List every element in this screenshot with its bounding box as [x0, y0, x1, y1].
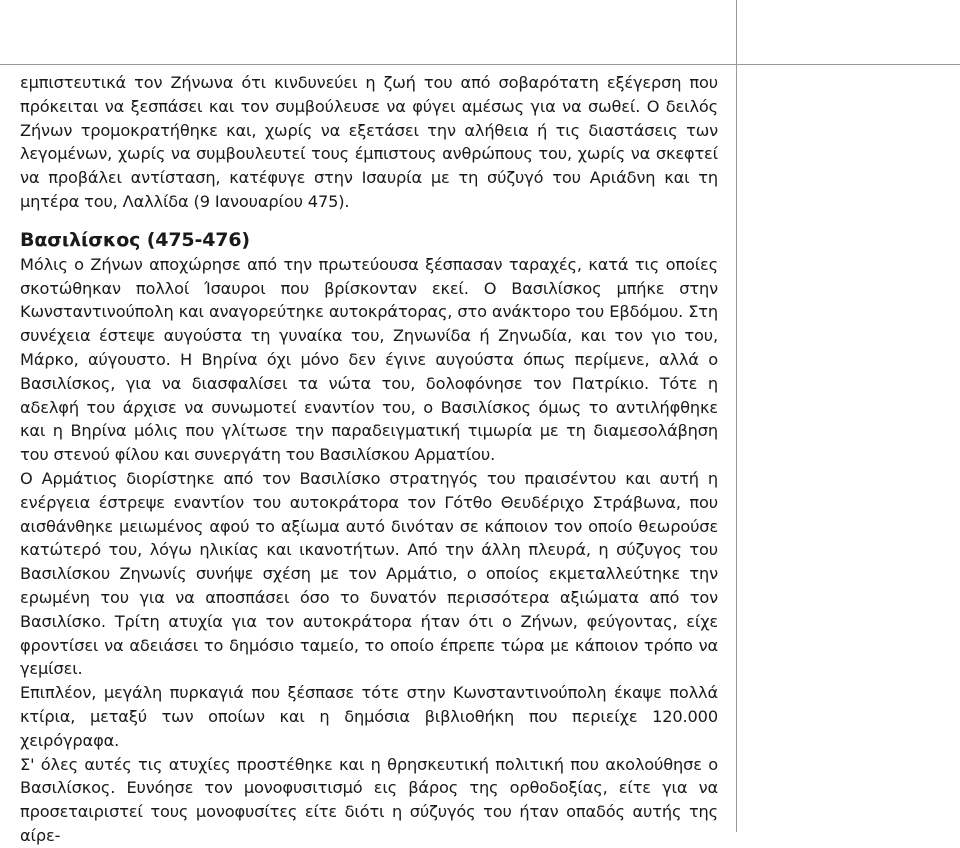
- paragraph-intro: εμπιστευτικά τον Ζήνωνα ότι κινδυνεύει η ζωή του από σοβαρότατη εξέγερση που πρόκειται να ξεσπάσει και τον συμβούλευσε να φύγει αμέσως για να σωθεί. Ο δειλός Ζήνων τρομοκρατήθηκε και, χωρίς να εξετάσει την αλήθεια ή τις διαστάσεις των λεγομένων, χωρίς να συμβουλευτεί τους έμπιστους ανθρώπους του, χωρίς να σκεφτεί να προβάλει αντίσταση, κατέφυγε στην Ισαυρία με τη σύζυγό του Αριάδνη και τη μητέρα του, Λαλλίδα (9 Ιανουαρίου 475).: [20, 73, 718, 211]
- paragraph: Επιπλέον, μεγάλη πυρκαγιά που ξέσπασε τότε στην Κωνσταντινούπολη έκαψε πολλά κτίρια, μεταξύ των οποίων και η δημόσια βιβλιοθήκη που περιείχε 120.000 χειρόγραφα.: [20, 683, 718, 750]
- body-text: [20, 71, 718, 848]
- paragraph: Ο Αρμάτιος διορίστηκε από τον Βασιλίσκο στρατηγός του πραισέντου και αυτή η ενέργεια έστρεψε εναντίον του αυτοκράτορα τον Γότθο Θευδέριχο Στράβωνα, που αισθάνθηκε μειωμένος αφού το αξίωμα αυτό δινόταν σε κάποιον τον οποίο θεωρούσε κατώτερό του, λόγω ηλικίας και ικανοτήτων. Από την άλλη πλευρά, η σύζυγος του Βασιλίσκου Ζηνωνίς συνήψε σχέση με τον Αρμάτιο, ο οποίος εκμεταλλεύτηκε την ερωμένη του για να αποσπάσει όσο το δυνατόν περισσότερα αξιώματα από τον Βασιλίσκο. Τρίτη ατυχία για τον αυτοκράτορα ήταν ότι ο Ζήνων, φεύγοντας, είχε φροντίσει να αδειάσει το δημόσιο ταμείο, το οποίο έπρεπε τώρα με κάποιον τρόπο να γεμίσει.: [20, 468, 718, 679]
- section-heading: Βασιλίσκος (475-476): [20, 228, 250, 251]
- paragraph: Μόλις ο Ζήνων αποχώρησε από την πρωτεύουσα ξέσπασαν ταραχές, κατά τις οποίες σκοτώθηκαν πολλοί Ίσαυροι που βρίσκονταν εκεί. Ο Βασιλίσκος μπήκε στην Κωνσταντινούπολη και αναγορεύτηκε αυτοκράτορας, στο ανάκτορο του Εβδόμου. Στη συνέχεια έστεψε αυγούστα τη γυναίκα του, Ζηνωνίδα ή Ζηνωδία, και τον γιο του, Μάρκο, αύγουστο. Η Βηρίνα όχι μόνο δεν έγινε αυγούστα όπως περίμενε, αλλά ο Βασιλίσκος, για να διασφαλίσει τα νώτα του, δολοφόνησε τον Πατρίκιο. Τότε η αδελφή του άρχισε να συνωμοτεί εναντίον του, ο Βασιλίσκος όμως το αντιλήφθηκε και η Βηρίνα μόλις που γλίτωσε την παραδειγματική τιμωρία με τη διαμεσολάβηση του στενού φίλου και συνεργάτη του Βασιλίσκου Αρματίου.: [20, 254, 718, 465]
- paragraph: Σ' όλες αυτές τις ατυχίες προστέθηκε και η θρησκευτική πολιτική που ακολούθησε ο Βασιλίσκος. Ευνόησε τον μονοφυσιτισμό εις βάρος της ορθοδοξίας, είτε για να προσεταιριστεί τους μονοφυσίτες είτε διότι η σύζυγός του ήταν οπαδός αυτής της αίρε-: [20, 754, 718, 845]
- margin-rule: [736, 0, 737, 832]
- header-rule: [0, 64, 960, 65]
